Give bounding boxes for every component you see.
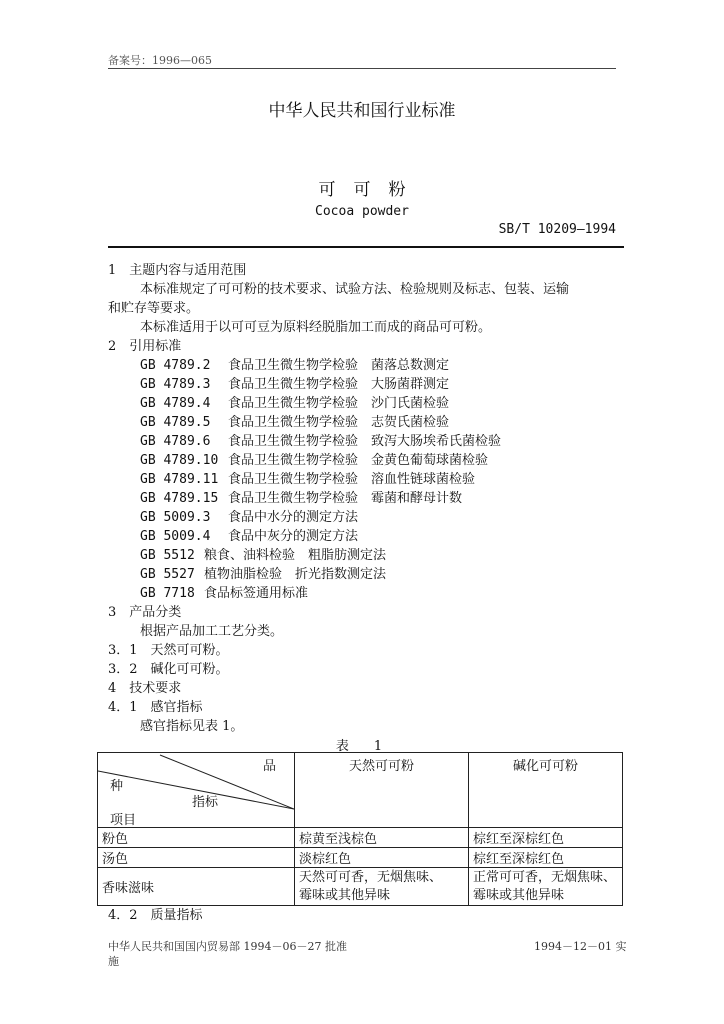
reference-title: 食品卫生微生物学检验 沙门氏菌检验: [228, 396, 450, 411]
reference-title: 食品中灰分的测定方法: [228, 529, 359, 544]
table-row: [98, 848, 623, 868]
reference-title: 食品卫生微生物学检验 菌落总数测定: [228, 358, 450, 373]
approval-note: 中华人民共和国国内贸易部 1994－06－27 批准: [108, 940, 347, 953]
reference-title: 食品卫生微生物学检验 金黄色葡萄球菌检验: [228, 453, 489, 468]
reference-title: 食品中水分的测定方法: [228, 510, 359, 525]
cell-alkalized-line-2: 霉味或其他异味: [473, 887, 565, 903]
table-row: [98, 868, 623, 906]
reference-code: GB 4789.2: [140, 358, 211, 373]
table-row: [98, 828, 623, 848]
header-rule: [108, 68, 616, 69]
cell-alkalized: 棕红至深棕红色: [469, 848, 623, 868]
document-title-english: Cocoa powder: [315, 204, 409, 219]
header-label-zhong: 种: [110, 779, 124, 794]
standard-title: 中华人民共和国行业标准: [268, 101, 456, 121]
reference-item: [140, 527, 358, 546]
column-header-natural: 天然可可粉: [295, 753, 469, 828]
section-1-paragraph-2: 本标准适用于以可可豆为原料经脱脂加工而成的商品可可粉。: [140, 320, 492, 335]
sensory-table: [97, 752, 623, 906]
cell-alkalized: 棕红至深棕红色: [469, 828, 623, 848]
reference-item: [140, 470, 475, 489]
reference-item: [140, 432, 501, 451]
reference-code: GB 4789.5: [140, 415, 211, 430]
table-caption: 表 1: [335, 739, 389, 754]
header-label-item: 项目: [110, 813, 137, 828]
reference-title: 食品卫生微生物学检验 大肠菌群测定: [228, 377, 450, 392]
row-item: 粉色: [98, 828, 295, 848]
reference-code: GB 4789.11: [140, 472, 219, 487]
reference-item: [140, 375, 449, 394]
reference-code: GB 5512: [140, 548, 195, 563]
document-title: 可可粉: [318, 180, 424, 200]
table-header-row: [98, 753, 623, 828]
reference-item: [140, 546, 386, 565]
record-number: 备案号：1996—065: [108, 54, 212, 67]
section-1-heading: 1 主题内容与适用范围: [108, 263, 247, 278]
column-header-alkalized: 碱化可可粉: [469, 753, 623, 828]
section-1-paragraph-1a: 本标准规定了可可粉的技术要求、试验方法、检验规则及标志、包装、运输: [140, 282, 570, 297]
header-label-pin: 品: [262, 759, 276, 774]
reference-code: GB 5527: [140, 567, 195, 582]
reference-code: GB 7718: [140, 586, 195, 601]
reference-item: [140, 489, 462, 508]
reference-code: GB 4789.4: [140, 396, 211, 411]
cell-natural-line-2: 霉味或其他异味: [299, 887, 391, 903]
reference-title: 植物油脂检验 折光指数测定法: [204, 567, 387, 582]
implementation-note: 1994－12－01 实: [534, 940, 627, 953]
standard-code: SB/T 10209—1994: [498, 222, 616, 237]
reference-title: 食品卫生微生物学检验 致泻大肠埃希氏菌检验: [228, 434, 502, 449]
reference-title: 粮食、油料检验 粗脂肪测定法: [204, 548, 387, 563]
section-4-1-paragraph: 感官指标见表 1。: [140, 719, 244, 734]
section-4-2-heading: 4．2 质量指标: [108, 908, 203, 923]
reference-item: [140, 413, 449, 432]
reference-item: [140, 565, 386, 584]
reference-code: GB 5009.3: [140, 510, 211, 525]
cell-alkalized-line-1: 正常可可香，无烟焦味、: [473, 869, 617, 885]
section-3-paragraph: 根据产品加工工艺分类。: [140, 624, 284, 639]
reference-item: [140, 394, 449, 413]
section-4-1-heading: 4．1 感官指标: [108, 700, 203, 715]
section-4-heading: 4 技术要求: [108, 681, 182, 696]
reference-code: GB 4789.3: [140, 377, 211, 392]
section-2-heading: 2 引用标准: [108, 339, 182, 354]
reference-title: 食品卫生微生物学检验 志贺氏菌检验: [228, 415, 450, 430]
reference-title: 食品卫生微生物学检验 霉菌和酵母计数: [228, 491, 463, 506]
cell-alkalized: [469, 868, 623, 906]
approval-note-continued: 施: [108, 955, 119, 968]
reference-item: [140, 508, 358, 527]
diagonal-header-cell: [98, 753, 295, 828]
reference-item: [140, 584, 308, 603]
title-rule: [108, 246, 624, 248]
section-3-heading: 3 产品分类: [108, 605, 182, 620]
reference-title: 食品卫生微生物学检验 溶血性链球菌检验: [228, 472, 476, 487]
reference-title: 食品标签通用标准: [204, 586, 309, 601]
cell-natural: 淡棕红色: [295, 848, 469, 868]
reference-code: GB 5009.4: [140, 529, 211, 544]
cell-natural: [295, 868, 469, 906]
cell-natural-line-1: 天然可可香，无烟焦味、: [299, 869, 443, 885]
section-1-paragraph-1b: 和贮存等要求。: [108, 301, 200, 316]
section-3-2: 3．2 碱化可可粉。: [108, 662, 229, 677]
reference-item: [140, 356, 449, 375]
row-item: 香味滋味: [98, 868, 295, 906]
reference-code: GB 4789.15: [140, 491, 219, 506]
row-item: 汤色: [98, 848, 295, 868]
header-label-indicator: 指标: [192, 795, 219, 810]
reference-item: [140, 451, 488, 470]
reference-code: GB 4789.6: [140, 434, 211, 449]
cell-natural: 棕黄至浅棕色: [295, 828, 469, 848]
section-3-1: 3．1 天然可可粉。: [108, 643, 229, 658]
reference-code: GB 4789.10: [140, 453, 219, 468]
